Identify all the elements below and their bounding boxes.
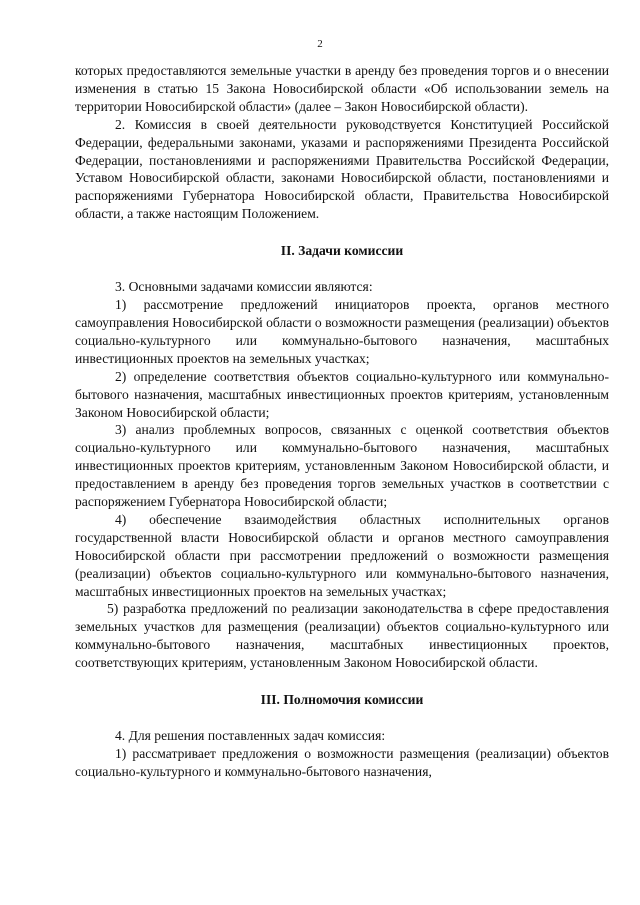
list-item-task-2: 2) определение соответствия объектов социально-культурного или коммунально-бытового назначения, масштабных инвестиционных проектов критериям, установленным Законом Новосибирской области; bbox=[75, 368, 609, 420]
page-number: 2 bbox=[317, 38, 323, 50]
paragraph-clause-4: 4. Для решения поставленных задач комиссия: bbox=[115, 728, 386, 744]
section-heading-tasks: II. Задачи комиссии bbox=[280, 243, 404, 259]
paragraph-clause-2: 2. Комиссия в своей деятельности руководствуется Конституцией Российской Федерации, федеральными законами, указами и распоряжениями Президента Российской Федерации, постановлениями и распоряжениями Правительства Российской Федерации, Уставом Новосибирской области, законами Новосибирской области, постановлениями и распоряжениями Губернатора Новосибирской области, Правительства Новосибирской области, а также настоящим Положением. bbox=[75, 116, 609, 222]
list-item-power-1: 1) рассматривает предложения о возможности размещения (реализации) объектов социально-культурного и коммунально-бытового назначения, bbox=[75, 746, 609, 779]
list-item-task-1: 1) рассмотрение предложений инициаторов проекта, органов местного самоуправления Новосибирской области о возможности размещения (реализации) объектов социально-культурного или коммунально-бытового назначения, масштабных инвестиционных проектов на земельных участках; bbox=[75, 297, 609, 366]
paragraph-clause-3: 3. Основными задачами комиссии являются: bbox=[115, 279, 373, 295]
section-heading-powers: III. Полномочия комиссии bbox=[260, 692, 424, 708]
document-body bbox=[75, 62, 609, 781]
paragraph-continuation: которых предоставляются земельные участки в аренду без проведения торгов и о внесении изменения в статью 15 Закона Новосибирской области «Об использовании земель на территории Новосибирской области» (далее – Закон Новосибирской области). bbox=[75, 63, 609, 114]
list-item-task-4: 4) обеспечение взаимодействия областных исполнительных органов государственной власти Новосибирской области и органов местного самоуправления Новосибирской области при рассмотрении предложений о возможности размещения (реализации) объектов социально-культурного или коммунально-бытового назначения, масштабных инвестиционных проектов на земельных участках; bbox=[75, 511, 609, 599]
list-item-task-3: 3) анализ проблемных вопросов, связанных с оценкой соответствия объектов социально-культурного или коммунально-бытового назначения, масштабных инвестиционных проектов критериям, установленным Законом Новосибирской области, и предоставлением в аренду без проведения торгов земельных участков в соответствии с распоряжением Губернатора Новосибирской области; bbox=[75, 422, 609, 510]
list-item-task-5: 5) разработка предложений по реализации законодательства в сфере предоставления земельных участков для размещения (реализации) объектов социально-культурного или коммунально-бытового назначения, масштабных инвестиционных проектов, соответствующих критериям, установленным Законом Новосибирской области. bbox=[75, 601, 609, 671]
